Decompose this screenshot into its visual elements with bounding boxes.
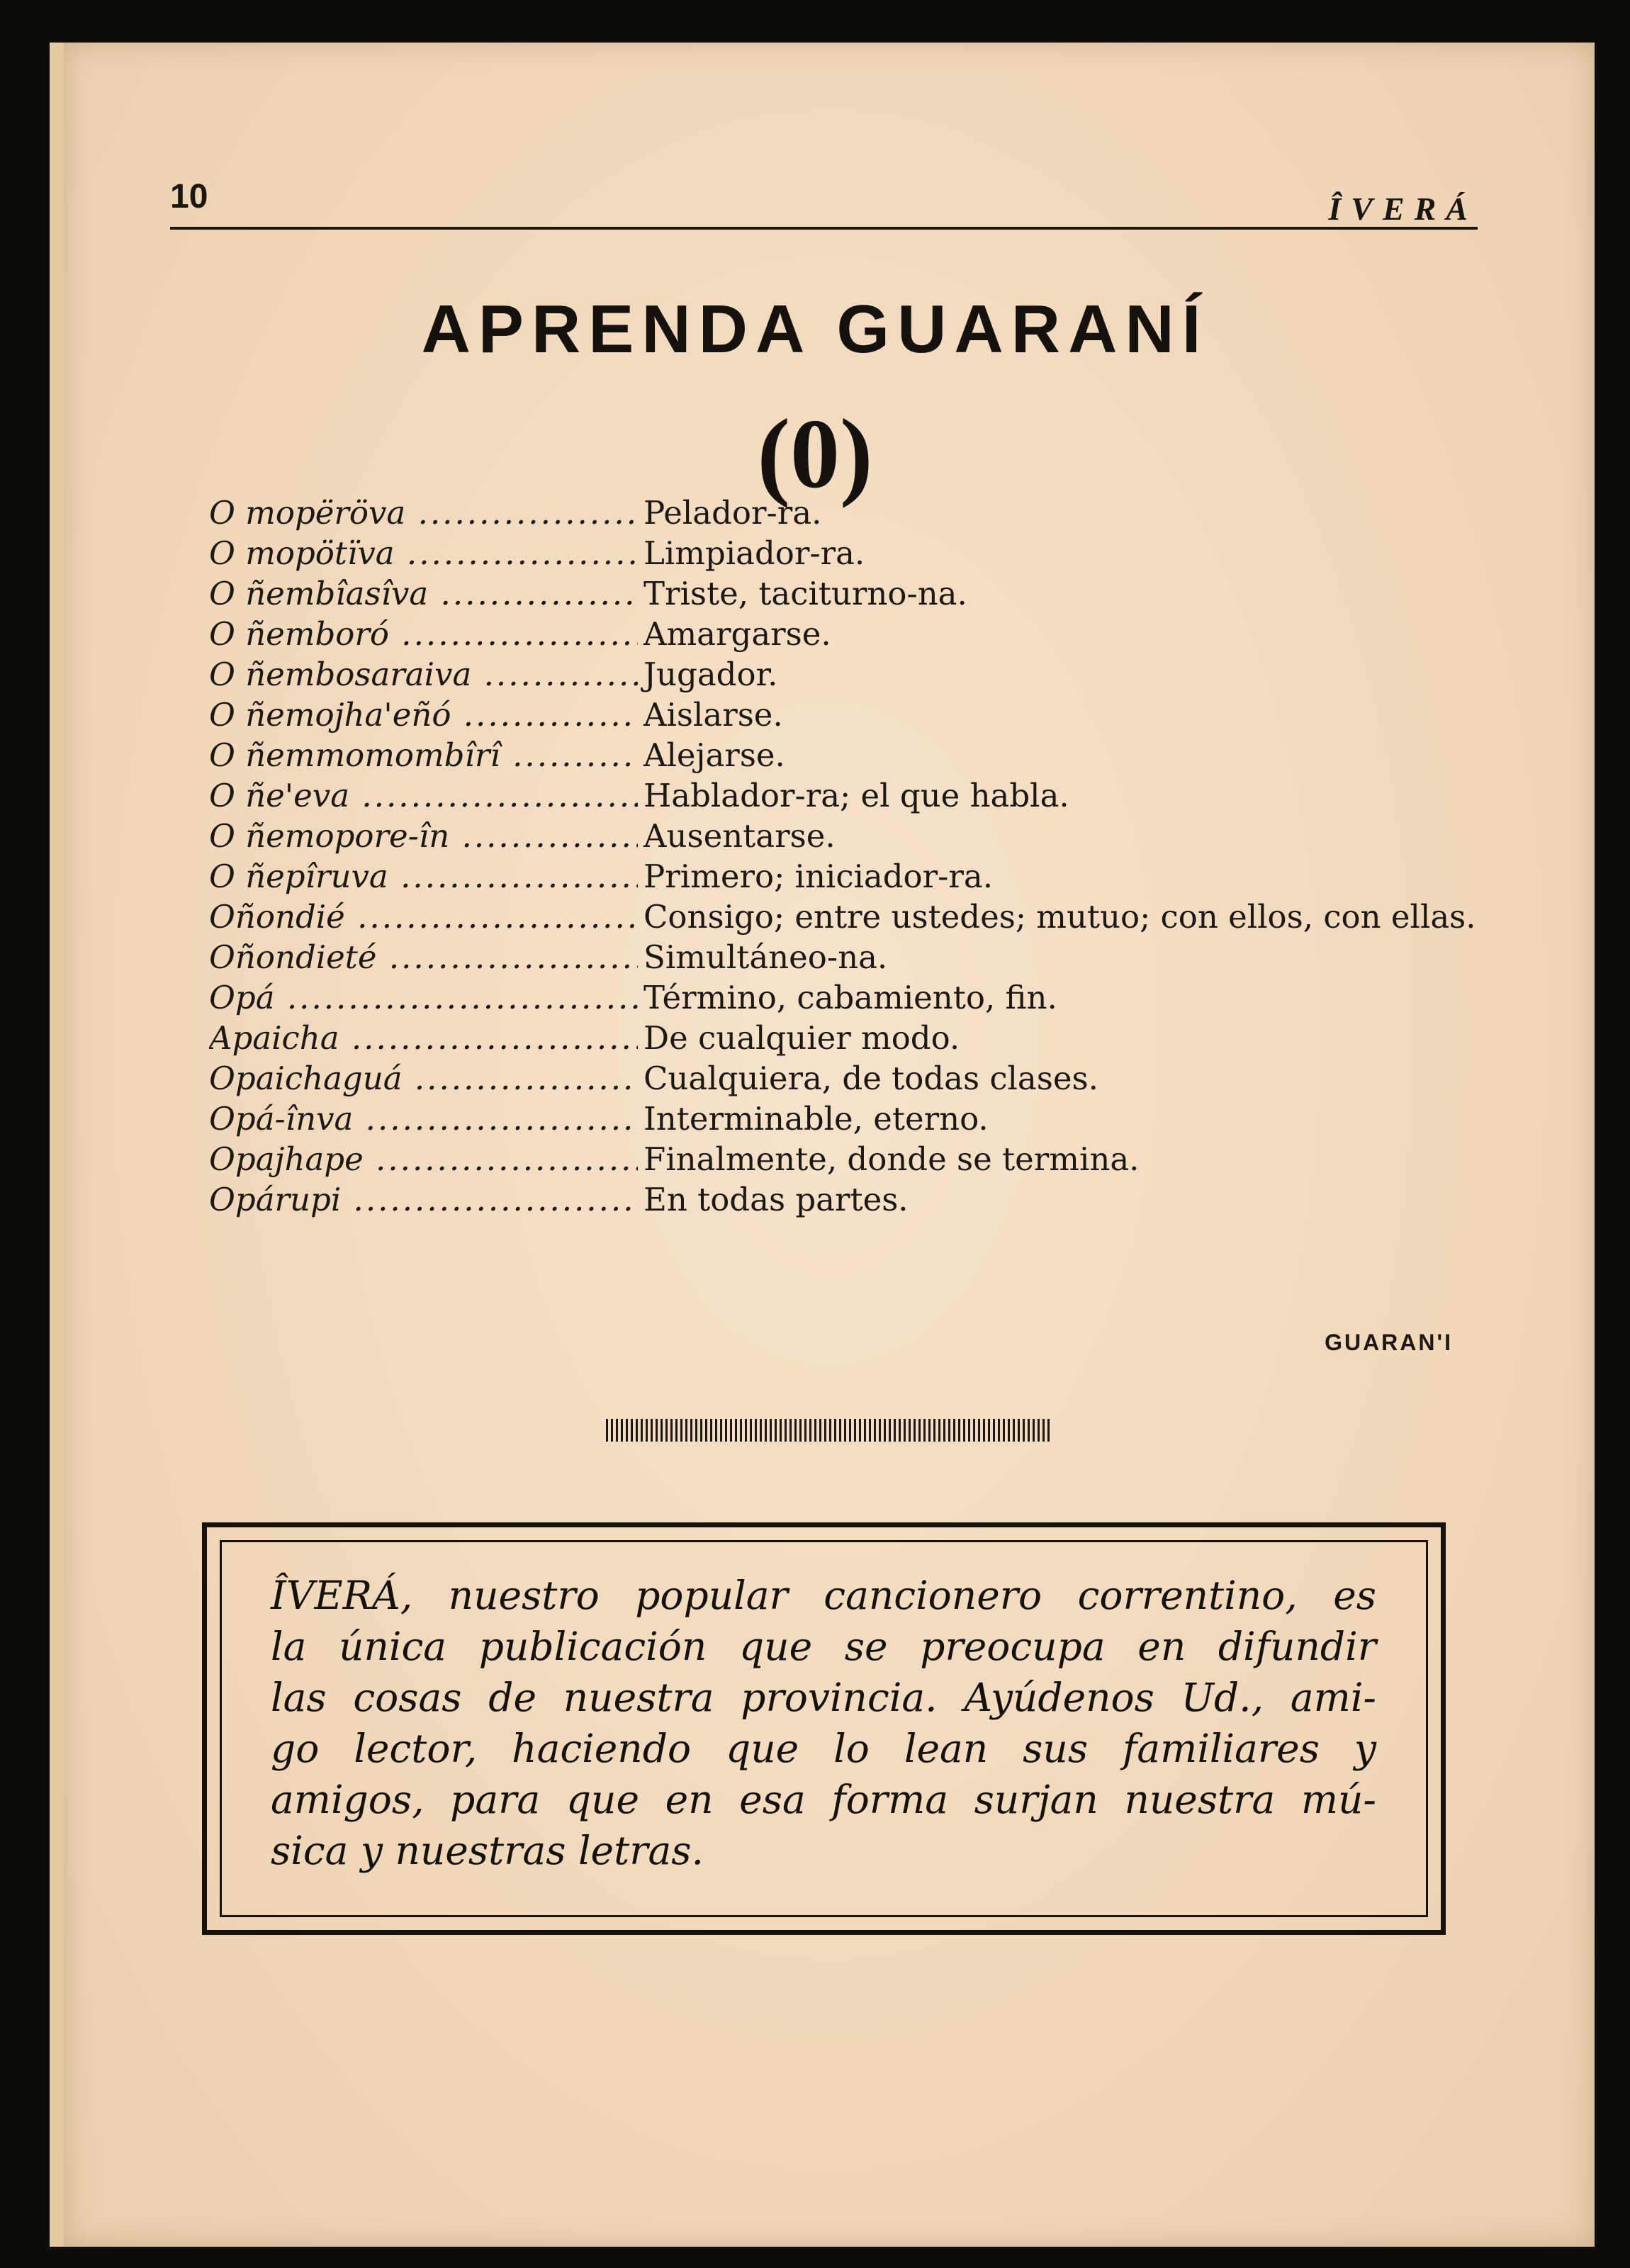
running-title: ÎVERÁ	[1328, 191, 1478, 227]
notice-text	[271, 1570, 1376, 1876]
entry-term: Opá .....	[209, 977, 638, 1018]
entry-term: Opaichaguá .....	[209, 1058, 638, 1099]
glossary-entry	[209, 977, 1485, 1018]
entry-definition: Pelador-ra.	[643, 494, 822, 532]
glossary-entry	[209, 1018, 1485, 1058]
entry-definition: Hablador-ra; el que habla.	[643, 777, 1069, 814]
entry-term: Oñondieté .....	[209, 937, 638, 977]
notice-line: sica y nuestras letras.	[271, 1828, 704, 1873]
entry-definition: Jugador.	[643, 656, 778, 693]
entry-term: O ñe'eva .....	[209, 775, 638, 816]
entry-term: O ñemmomombîrî .....	[209, 735, 638, 775]
entry-definition: Amargarse.	[643, 615, 831, 653]
notice-line: las cosas de nuestra provincia. Ayúdenos Ud., ami-	[271, 1675, 1376, 1720]
glossary-entry	[209, 937, 1485, 977]
page-title: APRENDA GUARANÍ	[421, 291, 1209, 367]
entry-definition: Interminable, eterno.	[643, 1100, 989, 1138]
entry-definition: Aislarse.	[643, 696, 783, 734]
glossary-entry	[209, 816, 1485, 856]
author-signature: GUARAN'I	[1325, 1330, 1453, 1355]
entry-definition: Primero; iniciador-ra.	[643, 858, 994, 895]
entry-term: Apaicha .....	[209, 1018, 638, 1058]
entry-term: O mopötïva .....	[209, 533, 638, 573]
entry-definition: En todas partes.	[643, 1181, 909, 1218]
glossary-entry	[209, 775, 1485, 816]
entry-term: Opá-înva .....	[209, 1099, 638, 1139]
notice-box	[202, 1522, 1446, 1935]
decorative-divider	[606, 1419, 1052, 1442]
letter-heading: (0)	[757, 399, 873, 509]
glossary-entry	[209, 1179, 1485, 1220]
notice-line: la única publicación que se preocupa en difundir	[271, 1624, 1376, 1669]
entry-definition: Cualquiera, de todas clases.	[643, 1060, 1098, 1097]
glossary-list	[209, 493, 1485, 1220]
notice-line: go lector, haciendo que lo lean sus familiares y	[271, 1726, 1376, 1771]
glossary-entry	[209, 695, 1485, 735]
glossary-entry	[209, 897, 1485, 937]
glossary-entry	[209, 573, 1485, 614]
glossary-entry	[209, 735, 1485, 775]
entry-definition: Triste, taciturno-na.	[643, 575, 967, 612]
page-number: 10	[170, 178, 208, 215]
entry-definition: Término, cabamiento, fin.	[643, 979, 1057, 1016]
notice-line: ÎVERÁ, nuestro popular cancionero correntino, es	[271, 1573, 1376, 1618]
page-header	[170, 177, 1478, 230]
glossary-entry	[209, 493, 1485, 533]
entry-definition: Consigo; entre ustedes; mutuo; con ellos, con ellas.	[643, 898, 1476, 936]
glossary-entry	[209, 614, 1485, 654]
entry-term: Oñondié .....	[209, 897, 638, 937]
entry-definition: Ausentarse.	[643, 817, 836, 855]
notice-line: amigos, para que en esa forma surjan nuestra mú-	[271, 1777, 1376, 1822]
entry-term: O ñemboró .....	[209, 614, 638, 654]
entry-term: O ñepîruva .....	[209, 856, 638, 897]
entry-definition: Simultáneo-na.	[643, 938, 888, 976]
entry-term: O ñembosaraiva .....	[209, 654, 638, 695]
glossary-entry	[209, 856, 1485, 897]
glossary-entry	[209, 533, 1485, 573]
glossary-entry	[209, 1099, 1485, 1139]
entry-definition: Limpiador-ra.	[643, 534, 865, 572]
entry-term: O ñemopore-în .....	[209, 816, 638, 856]
entry-term: O ñemojha'eñó .....	[209, 695, 638, 735]
glossary-entry	[209, 654, 1485, 695]
glossary-entry	[209, 1139, 1485, 1179]
entry-definition: Alejarse.	[643, 736, 785, 774]
entry-definition: De cualquier modo.	[643, 1019, 960, 1057]
glossary-entry	[209, 1058, 1485, 1099]
entry-term: O mopëröva .....	[209, 493, 638, 533]
entry-term: O ñembîasîva .....	[209, 573, 638, 614]
entry-term: Opajhape .....	[209, 1139, 638, 1179]
entry-term: Opárupi .....	[209, 1179, 638, 1220]
entry-definition: Finalmente, donde se termina.	[643, 1140, 1140, 1178]
